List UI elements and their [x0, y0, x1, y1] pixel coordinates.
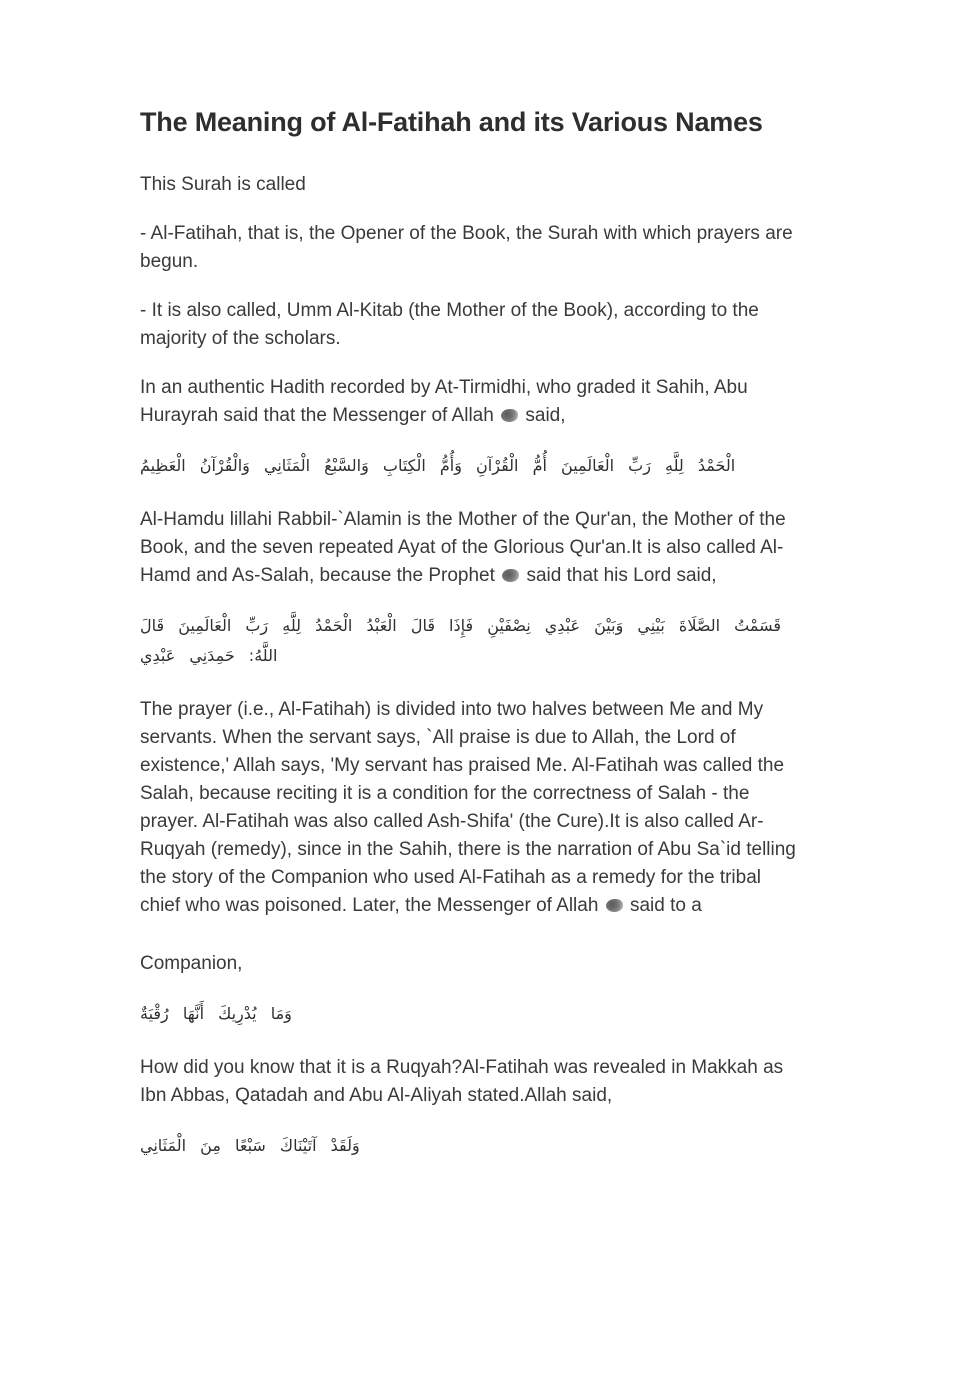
paragraph-text: said to a	[629, 895, 702, 916]
arabic-quote-sabaa-mathani: وَلَقَدْ آتَيْنَاكَ سَبْعًا مِنَ الْمَثَانِي	[140, 1136, 360, 1155]
arabic-quote-ruqyah: وَمَا يُدْرِيكَ أَنَّهَا رُقْيَةٌ	[140, 1004, 292, 1023]
paragraph-umm-alkitab-name: - It is also called, Umm Al-Kitab (the Mother of the Book), according to the majority of the scholars.	[140, 300, 759, 349]
sallallahu-alayhi-wa-sallam-icon	[501, 409, 518, 422]
paragraph-prayer-divided	[140, 696, 798, 920]
paragraph-text: Al-Hamdu lillahi Rabbil-`Alamin is the Mother of the Qur'an, the Mother of the Book, and the seven repeated Ayat of the Glorious Qur'an.It is also called Al-Hamd and As-Salah, because the Prophet	[140, 509, 786, 586]
document-content	[140, 104, 798, 1161]
paragraph-text: said that his Lord said,	[526, 565, 717, 586]
arabic-quote-alhamdu: الْحَمْدُ لِلَّهِ رَبِّ الْعَالَمِينَ أُمُّ الْقُرْآنِ وَأُمُّ الْكِتَابِ وَالسَّبْعُ الْمَثَانِي وَالْقُرْآنُ الْعَظِيمُ	[140, 456, 736, 475]
paragraph-text: The prayer (i.e., Al-Fatihah) is divided into two halves between Me and My servants. When the servant says, `All praise is due to Allah, the Lord of existence,' Allah says, 'My servant has praised Me. Al-Fatihah was called the Salah, because reciting it is a condition for the correctness of Salah - the prayer. Al-Fatihah was also called Ash-Shifa' (the Cure).It is also called Ar-Ruqyah (remedy), since in the Sahih, there is the narration of Abu Sa`id telling the story of the Companion who used Al-Fatihah as a remedy for the tribal chief who was poisoned. Later, the Messenger of Allah	[140, 699, 796, 916]
paragraph-alfatihah-name: - Al-Fatihah, that is, the Opener of the Book, the Surah with which prayers are begun.	[140, 223, 793, 272]
paragraph-companion: Companion,	[140, 953, 243, 974]
paragraph-alhamdu-translation	[140, 506, 798, 590]
paragraph-ruqyah-revealed: How did you know that it is a Ruqyah?Al-Fatihah was revealed in Makkah as Ibn Abbas, Qatadah and Abu Al-Aliyah stated.Allah said,	[140, 1057, 784, 1106]
arabic-quote-qasamtu: قَسَمْتُ الصَّلَاةَ بَيْنِي وَبَيْنَ عَبْدِي نِصْفَيْنِ فَإِذَا قَالَ الْعَبْدُ الْحَمْدُ لِلَّهِ رَبِّ الْعَالَمِينَ قَالَ اللَّهُ: حَمِدَنِي عَبْدِي	[140, 616, 782, 665]
paragraph-text: In an authentic Hadith recorded by At-Tirmidhi, who graded it Sahih, Abu Hurayrah said that the Messenger of Allah	[140, 377, 748, 426]
paragraph-text: said,	[525, 405, 566, 426]
sallallahu-alayhi-wa-sallam-icon	[606, 899, 623, 912]
paragraph-intro: This Surah is called	[140, 174, 306, 195]
page-title: The Meaning of Al-Fatihah and its Various Names	[140, 107, 763, 137]
paragraph-hadith-tirmidhi	[140, 374, 798, 430]
sallallahu-alayhi-wa-sallam-icon	[502, 569, 519, 582]
